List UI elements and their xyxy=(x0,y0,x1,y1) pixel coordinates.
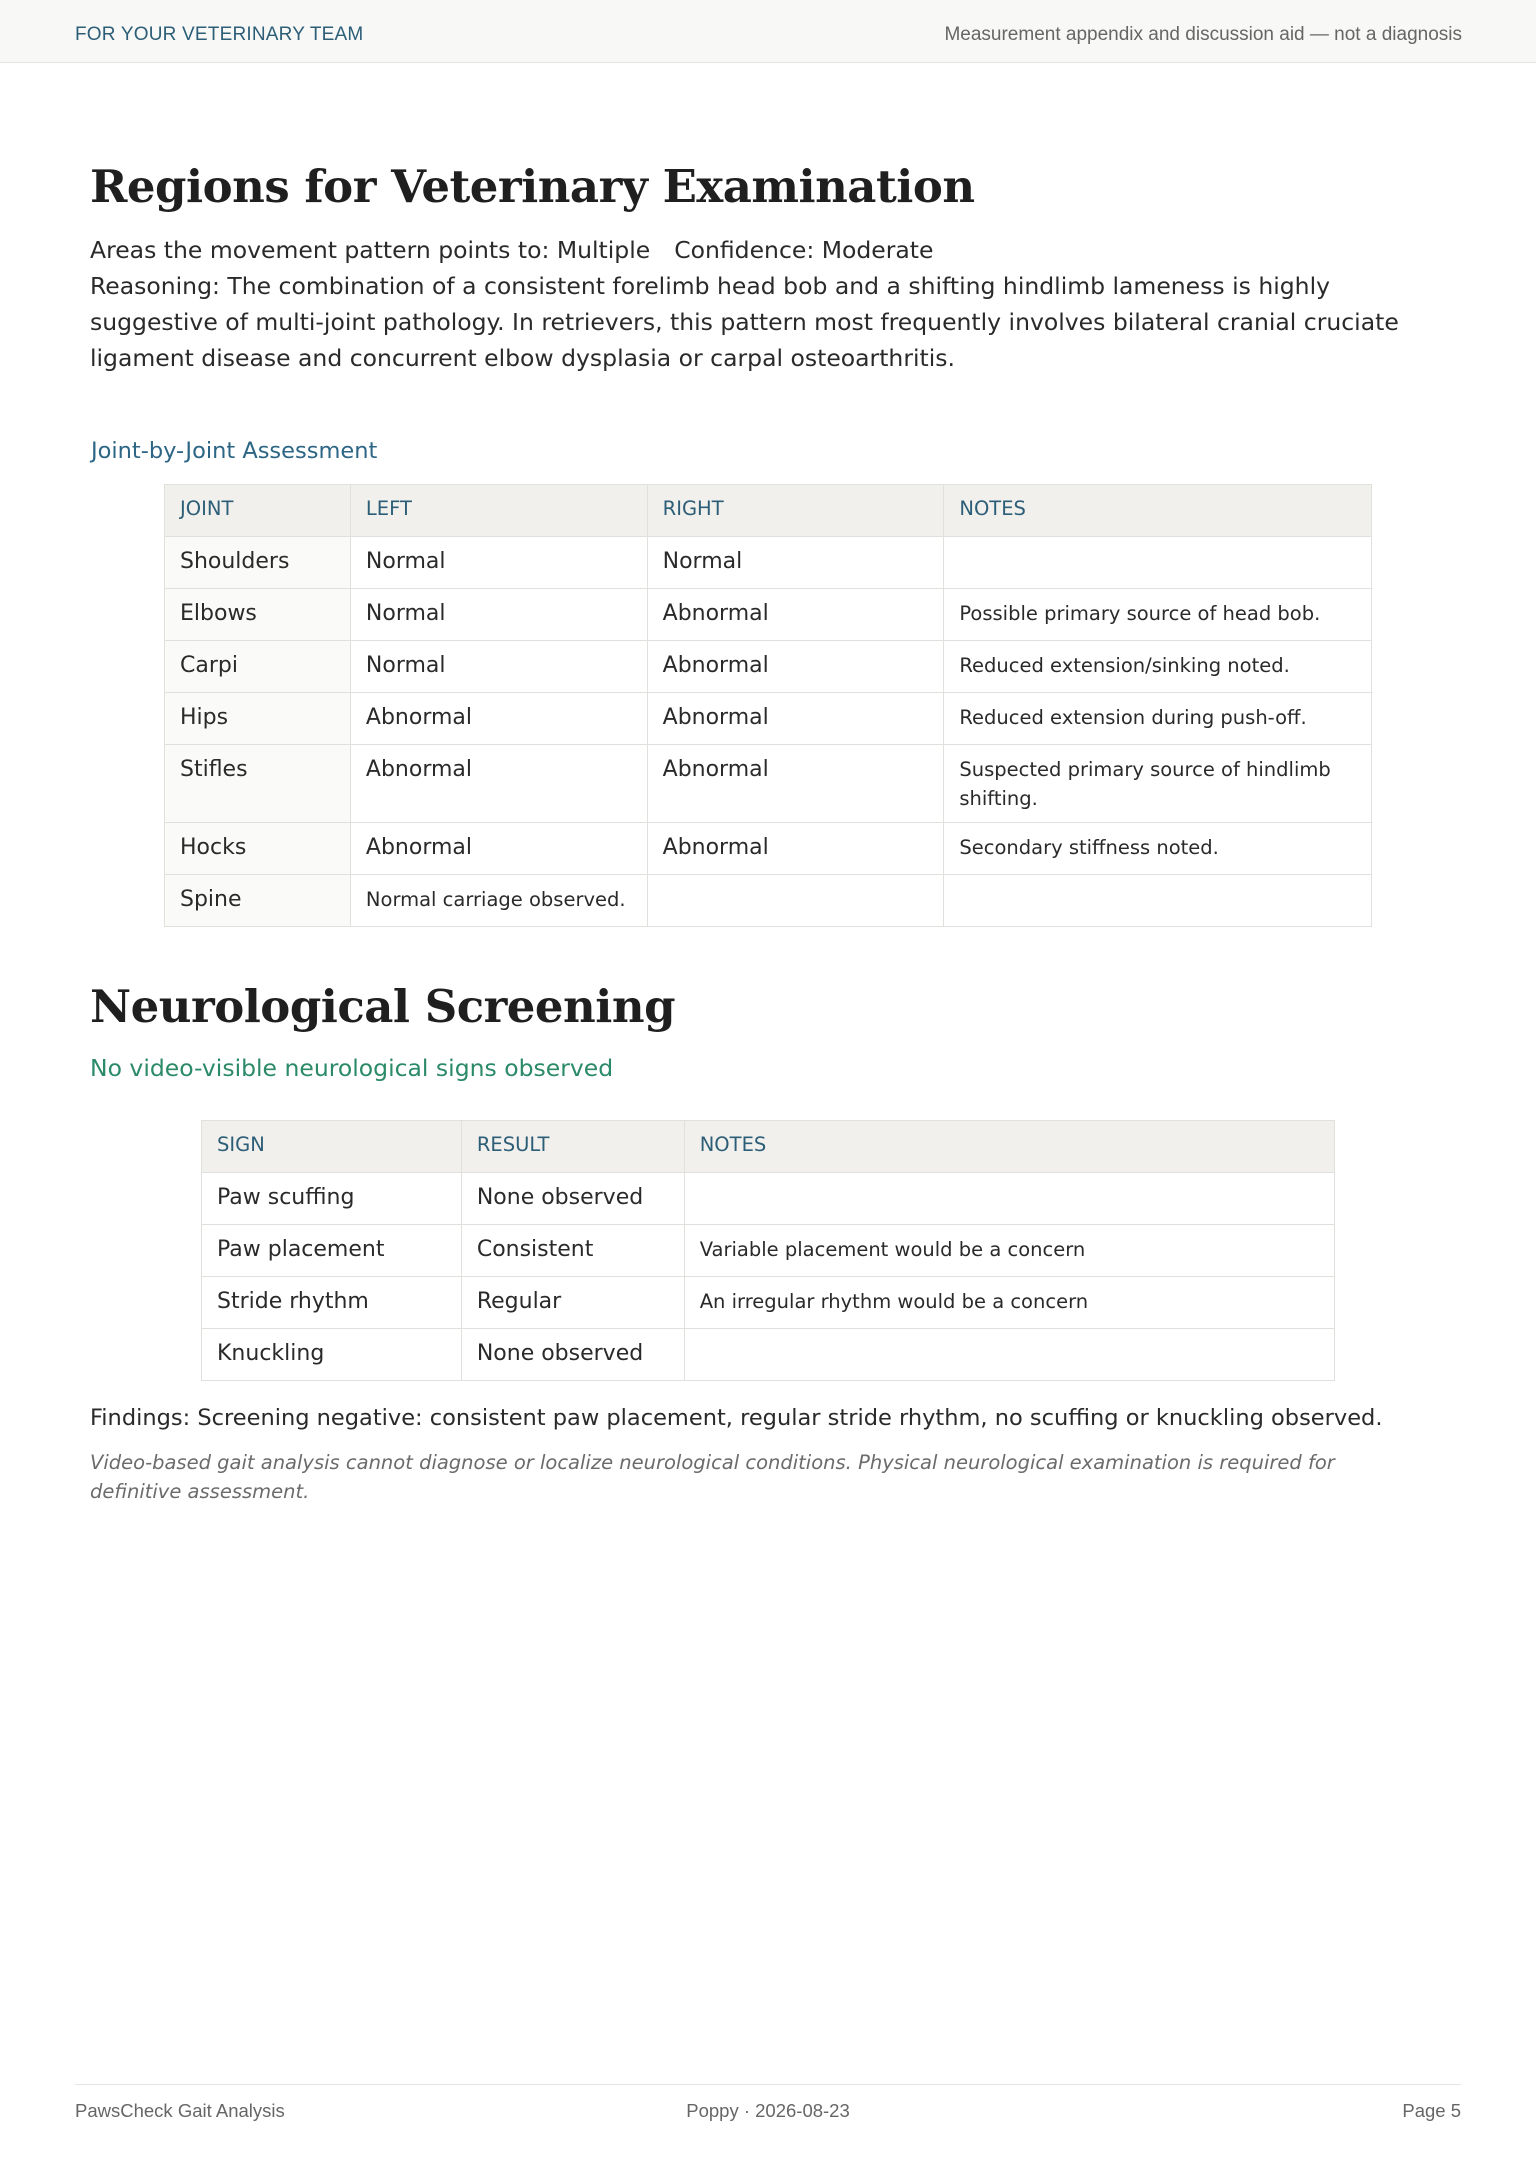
table-row xyxy=(165,589,1372,641)
left-status: Normal xyxy=(350,537,647,589)
joint-notes xyxy=(944,875,1372,927)
table-row xyxy=(202,1329,1335,1381)
joint-notes: Reduced extension during push-off. xyxy=(944,693,1372,745)
table-row xyxy=(165,875,1372,927)
sign-result: None observed xyxy=(461,1173,684,1225)
regions-summary xyxy=(90,232,1460,268)
joint-name: Stifles xyxy=(165,745,351,823)
table-row xyxy=(165,641,1372,693)
sign-notes: An irregular rhythm would be a concern xyxy=(684,1277,1334,1329)
table-row xyxy=(165,693,1372,745)
neuro-findings: Findings: Screening negative: consistent paw placement, regular stride rhythm, no scuffing or knuckling observed. xyxy=(90,1405,1383,1431)
left-status: Normal xyxy=(350,589,647,641)
sign-name: Paw scuffing xyxy=(202,1173,462,1225)
table-row xyxy=(202,1173,1335,1225)
column-header-sign: SIGN xyxy=(202,1121,462,1173)
column-header-notes: NOTES xyxy=(944,485,1372,537)
footer-patient-date: Poppy · 2026-08-23 xyxy=(686,2100,850,2121)
neuro-title: Neurological Screening xyxy=(90,980,676,1033)
right-status: Abnormal xyxy=(647,745,944,823)
sign-notes xyxy=(684,1173,1334,1225)
reasoning-text: Reasoning: The combination of a consistent forelimb head bob and a shifting hindlimb lameness is highly suggestive of multi-joint pathology. In retrievers, this pattern most frequently involves bilateral cranial cruciate ligament disease and concurrent elbow dysplasia or carpal osteoarthritis. xyxy=(90,272,1399,372)
left-status: Normal carriage observed. xyxy=(350,875,647,927)
joint-name: Spine xyxy=(165,875,351,927)
left-status: Normal xyxy=(350,641,647,693)
right-status xyxy=(647,875,944,927)
neuro-screening-table xyxy=(201,1120,1335,1381)
joint-name: Elbows xyxy=(165,589,351,641)
sign-notes: Variable placement would be a concern xyxy=(684,1225,1334,1277)
sign-result: None observed xyxy=(461,1329,684,1381)
areas-text: Areas the movement pattern points to: Multiple xyxy=(90,236,651,264)
right-status: Normal xyxy=(647,537,944,589)
header-disclaimer: Measurement appendix and discussion aid — not a diagnosis xyxy=(944,24,1462,45)
joint-name: Hocks xyxy=(165,823,351,875)
left-status: Abnormal xyxy=(350,693,647,745)
joint-notes: Suspected primary source of hindlimb shifting. xyxy=(944,745,1372,823)
left-status: Abnormal xyxy=(350,823,647,875)
table-row xyxy=(165,745,1372,823)
right-status: Abnormal xyxy=(647,823,944,875)
table-row xyxy=(202,1277,1335,1329)
header-audience-label: FOR YOUR VETERINARY TEAM xyxy=(75,24,364,45)
joint-name: Carpi xyxy=(165,641,351,693)
sign-result: Regular xyxy=(461,1277,684,1329)
sign-name: Knuckling xyxy=(202,1329,462,1381)
left-status: Abnormal xyxy=(350,745,647,823)
right-status: Abnormal xyxy=(647,589,944,641)
table-row xyxy=(202,1225,1335,1277)
joint-notes: Secondary stiffness noted. xyxy=(944,823,1372,875)
footer-page-number: Page 5 xyxy=(1402,2100,1461,2121)
confidence-text: Confidence: Moderate xyxy=(674,236,934,264)
right-status: Abnormal xyxy=(647,641,944,693)
neuro-disclaimer: Video-based gait analysis cannot diagnose or localize neurological conditions. Physical neurological examination is required for definitive assessment. xyxy=(90,1451,1335,1503)
footer-divider xyxy=(75,2084,1461,2085)
column-header-notes: NOTES xyxy=(684,1121,1334,1173)
table-row xyxy=(165,823,1372,875)
column-header-joint: JOINT xyxy=(165,485,351,537)
table-row xyxy=(165,537,1372,589)
page-header xyxy=(0,0,1536,63)
sign-name: Stride rhythm xyxy=(202,1277,462,1329)
joint-notes: Reduced extension/sinking noted. xyxy=(944,641,1372,693)
joint-notes: Possible primary source of head bob. xyxy=(944,589,1372,641)
footer-app-name: PawsCheck Gait Analysis xyxy=(75,2100,285,2121)
neuro-subtitle: No video-visible neurological signs observed xyxy=(90,1054,614,1082)
joint-assessment-table xyxy=(164,484,1372,927)
joint-assessment-title: Joint-by-Joint Assessment xyxy=(91,438,378,464)
joint-notes xyxy=(944,537,1372,589)
sign-result: Consistent xyxy=(461,1225,684,1277)
regions-title: Regions for Veterinary Examination xyxy=(90,160,975,213)
sign-name: Paw placement xyxy=(202,1225,462,1277)
joint-name: Shoulders xyxy=(165,537,351,589)
column-header-result: RESULT xyxy=(461,1121,684,1173)
joint-name: Hips xyxy=(165,693,351,745)
column-header-right: RIGHT xyxy=(647,485,944,537)
column-header-left: LEFT xyxy=(350,485,647,537)
sign-notes xyxy=(684,1329,1334,1381)
right-status: Abnormal xyxy=(647,693,944,745)
